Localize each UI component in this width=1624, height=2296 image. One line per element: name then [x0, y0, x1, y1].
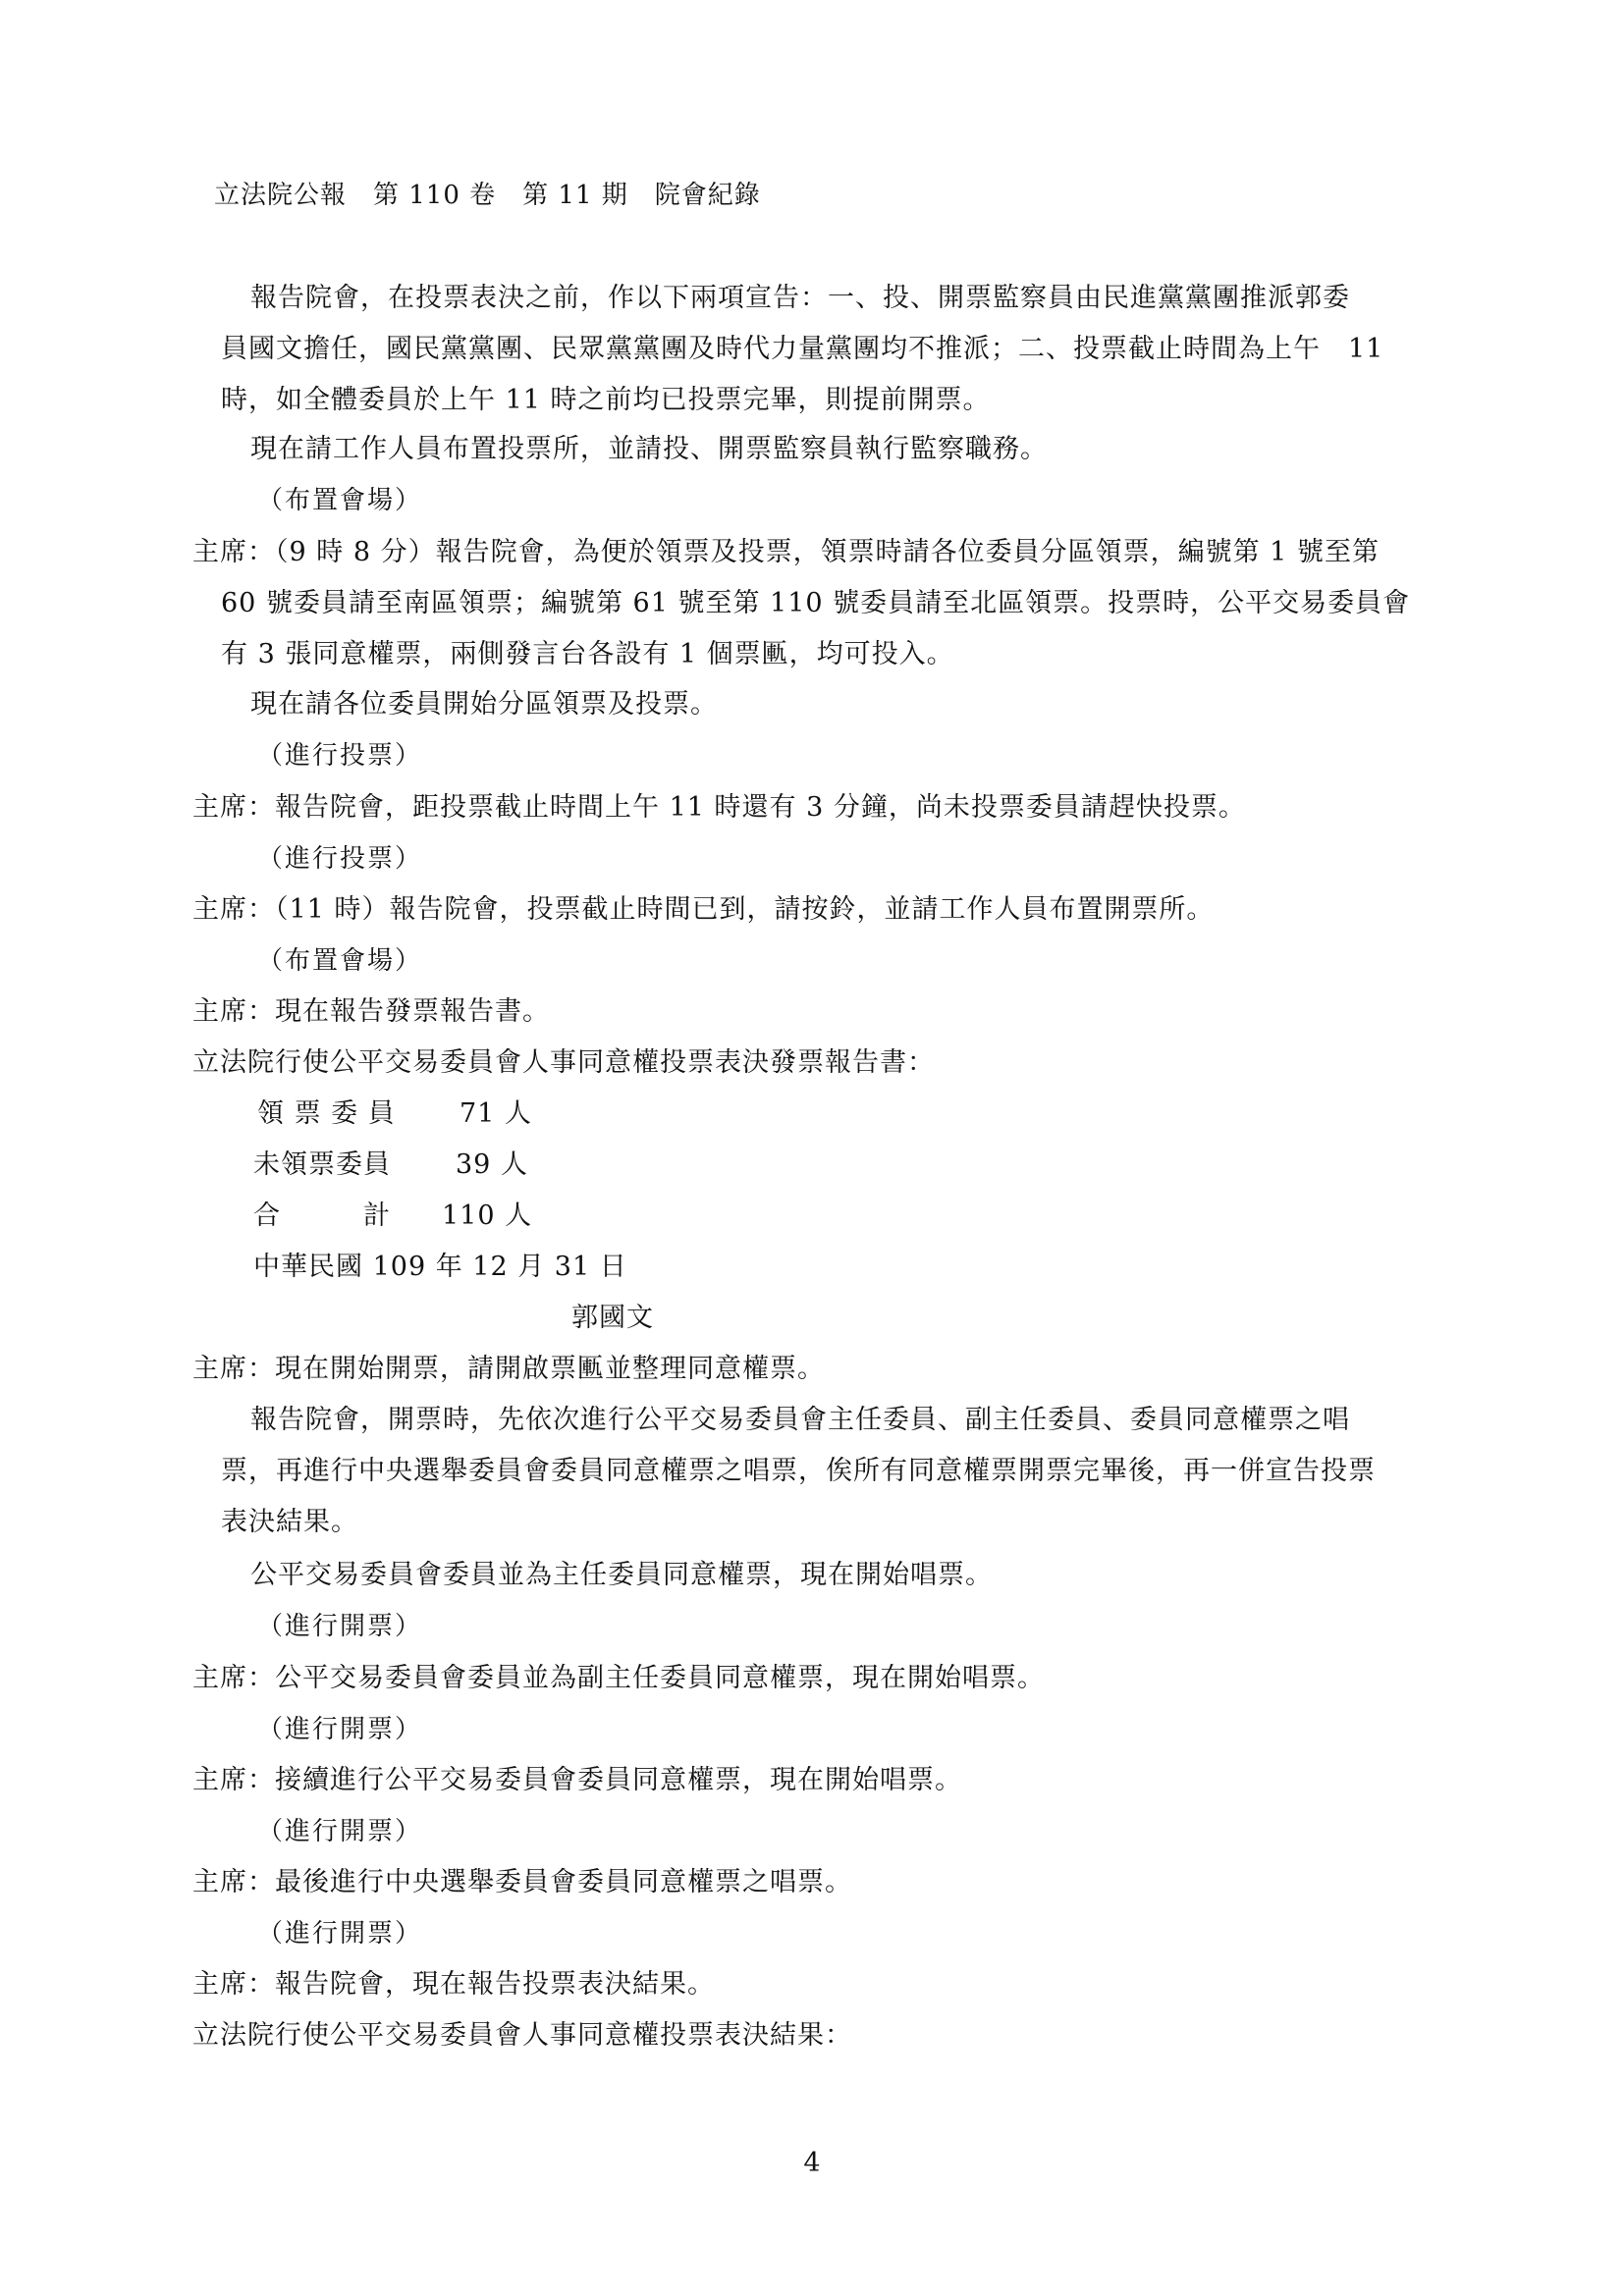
paragraph-line: 票，再進行中央選舉委員會委員同意權票之唱票，俟所有同意權票開票完畢後，再一併宣告投票	[221, 1456, 1376, 1486]
report-date: 中華民國 109 年 12 月 31 日	[253, 1252, 627, 1282]
stage-direction: （進行投票）	[257, 741, 423, 771]
paragraph-line: 時，如全體委員於上午 11 時之前均已投票完畢，則提前開票。	[221, 385, 991, 415]
report-title: 立法院行使公平交易委員會人事同意權投票表決發票報告書：	[192, 1047, 935, 1078]
stage-direction: （進行開票）	[257, 1715, 423, 1744]
paragraph-line: 現在請工作人員布置投票所，並請投、開票監察員執行監察職務。	[250, 434, 1048, 464]
paragraph-line: 表決結果。	[221, 1507, 358, 1537]
stage-direction: （進行開票）	[257, 1612, 423, 1641]
report-signer: 郭國文	[571, 1303, 654, 1333]
paragraph-line: 有 3 張同意權票，兩側發言台各設有 1 個票匭，均可投入。	[221, 639, 954, 669]
chair-statement: 主席：最後進行中央選舉委員會委員同意權票之唱票。	[192, 1867, 852, 1897]
stage-direction: （進行投票）	[257, 844, 423, 874]
stage-direction: （布置會場）	[257, 946, 423, 976]
chair-statement: 主席：報告院會，距投票截止時間上午 11 時還有 3 分鐘，尚未投票委員請趕快投票。	[192, 792, 1246, 823]
paragraph-line: 60 號委員請至南區領票；編號第 61 號至第 110 號委員請至北區領票。投票時，公平交易委員會	[221, 588, 1411, 618]
tally-label: 合 計	[253, 1201, 391, 1231]
tally-value: 39 人	[456, 1149, 528, 1180]
paragraph-line: 報告院會，在投票表決之前，作以下兩項宣告：一、投、開票監察員由民進黨黨團推派郭委	[250, 283, 1350, 313]
chair-statement: 主席：接續進行公平交易委員會委員同意權票，現在開始唱票。	[192, 1765, 962, 1795]
paragraph-line: 現在請各位委員開始分區領票及投票。	[250, 689, 718, 720]
tally-value: 110 人	[442, 1201, 533, 1231]
paragraph-line: 報告院會，開票時，先依次進行公平交易委員會主任委員、副主任委員、委員同意權票之唱	[250, 1405, 1350, 1435]
paragraph-line: 員國文擔任，國民黨黨團、民眾黨黨團及時代力量黨團均不推派；二、投票截止時間為上午 11	[221, 334, 1384, 364]
result-title: 立法院行使公平交易委員會人事同意權投票表決結果：	[192, 2020, 852, 2051]
stage-direction: （進行開票）	[257, 1817, 423, 1846]
chair-statement: 主席：（11 時）報告院會，投票截止時間已到，請按鈴，並請工作人員布置開票所。	[192, 894, 1215, 925]
chair-statement: 主席：報告院會，現在報告投票表決結果。	[192, 1969, 715, 2000]
tally-label: 領 票 委 員	[257, 1098, 396, 1129]
tally-label: 未領票委員	[253, 1149, 391, 1180]
paragraph-line: 公平交易委員會委員並為主任委員同意權票，現在開始唱票。	[250, 1560, 993, 1590]
chair-statement: 主席：現在報告發票報告書。	[192, 996, 550, 1027]
stage-direction: （布置會場）	[257, 486, 423, 515]
stage-direction: （進行開票）	[257, 1919, 423, 1949]
page-number: 4	[803, 2148, 821, 2178]
chair-statement: 主席：（9 時 8 分）報告院會，為便於領票及投票，領票時請各位委員分區領票，編號第 1 號至第	[192, 537, 1380, 567]
tally-value: 71 人	[460, 1098, 532, 1129]
running-header: 立法院公報 第 110 卷 第 11 期 院會紀錄	[214, 181, 761, 210]
chair-statement: 主席：現在開始開票，請開啟票匭並整理同意權票。	[192, 1354, 825, 1384]
chair-statement: 主席：公平交易委員會委員並為副主任委員同意權票，現在開始唱票。	[192, 1663, 1045, 1693]
